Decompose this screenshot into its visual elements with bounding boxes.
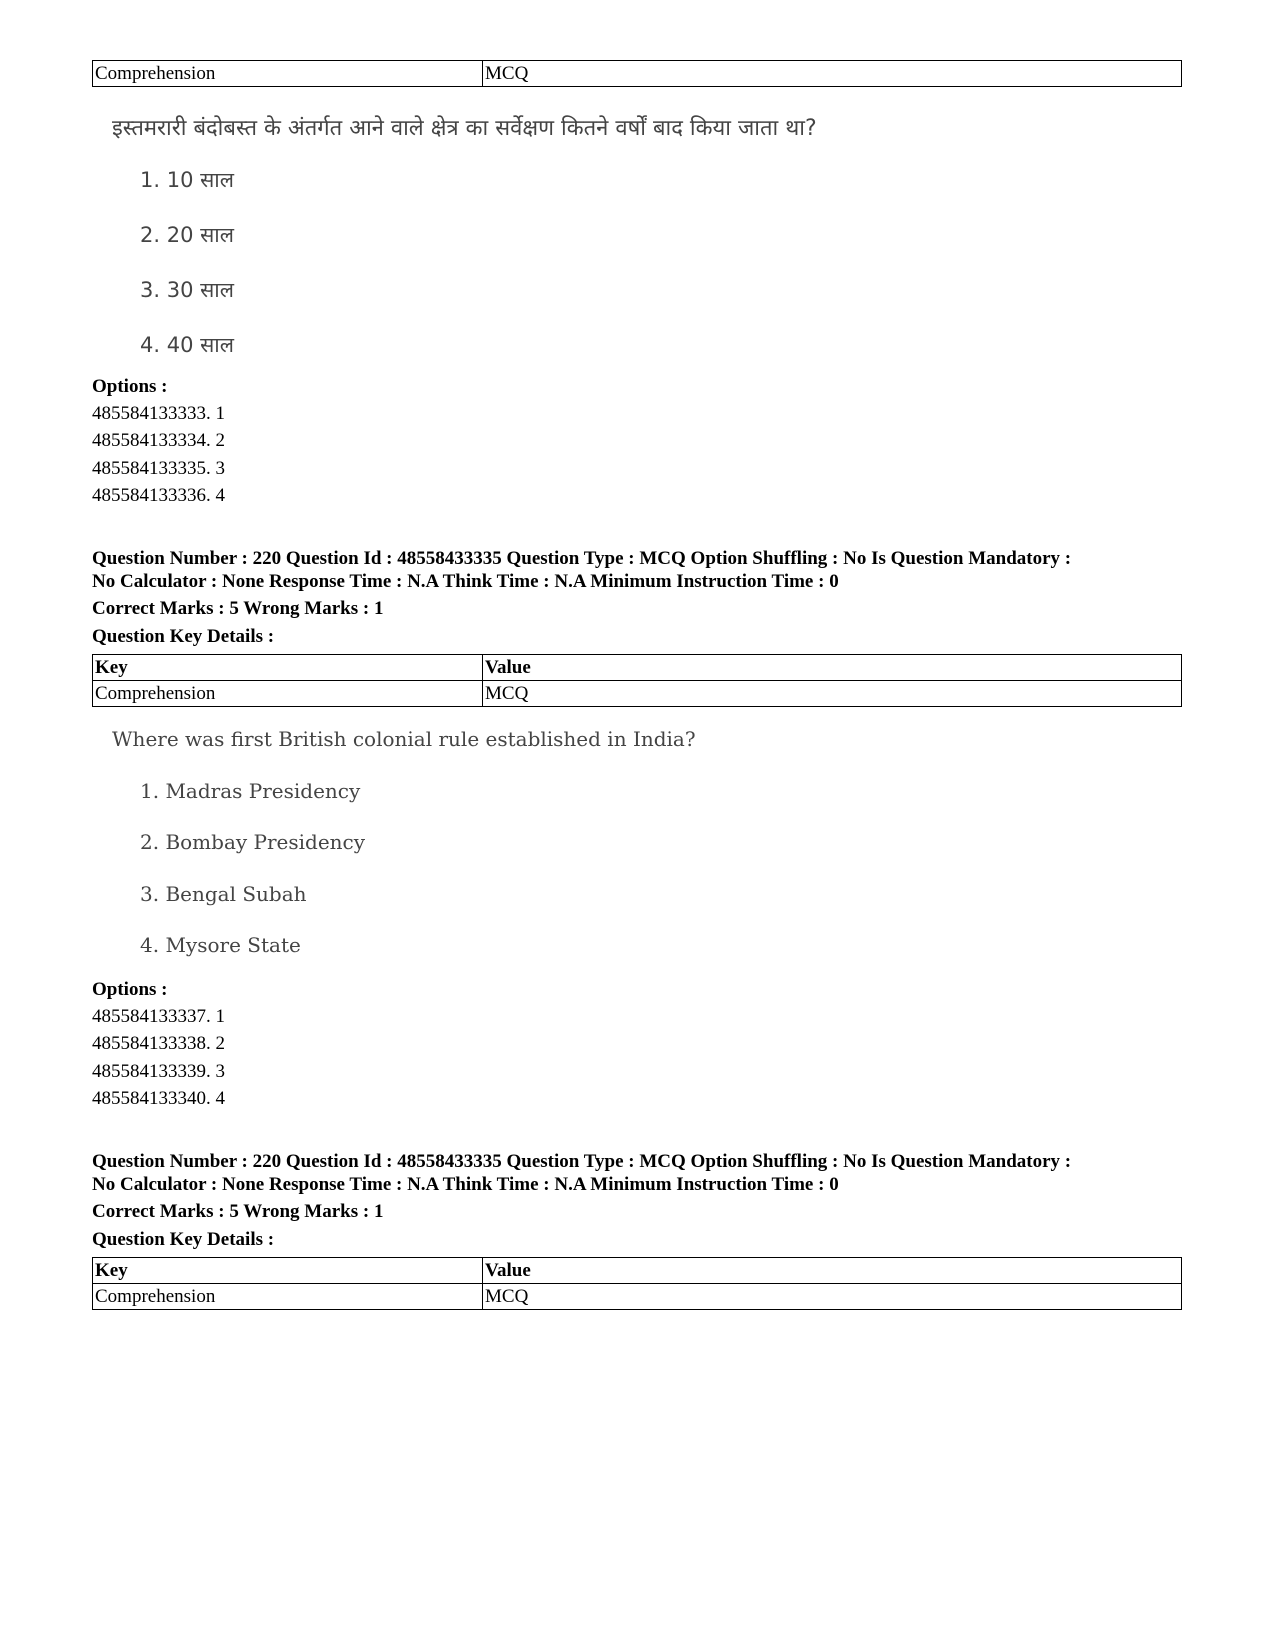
- key-table: [92, 1257, 1182, 1310]
- meta-line: No Calculator : None Response Time : N.A Think Time : N.A Minimum Instruction Time : 0: [92, 571, 839, 592]
- top-key-table: [92, 60, 1182, 87]
- meta-line: No Calculator : None Response Time : N.A Think Time : N.A Minimum Instruction Time : 0: [92, 1174, 839, 1195]
- choice-item: 1. 10 साल: [140, 168, 234, 192]
- options-label: Options :: [92, 979, 168, 1000]
- table-header-row: [93, 1258, 1182, 1284]
- choice-item: 2. Bombay Presidency: [140, 830, 366, 854]
- option-id: 485584133337. 1: [92, 1006, 225, 1027]
- choice-item: 4. Mysore State: [140, 933, 301, 957]
- option-id: 485584133336. 4: [92, 485, 225, 506]
- header-value: Value: [483, 1258, 1182, 1284]
- question-meta: [92, 1150, 1202, 1196]
- option-id: 485584133334. 2: [92, 430, 225, 451]
- choice-item: 2. 20 साल: [140, 223, 234, 247]
- choice-item: 1. Madras Presidency: [140, 779, 361, 803]
- table-header-row: [93, 655, 1182, 681]
- option-id: 485584133333. 1: [92, 403, 225, 424]
- marks-line: Correct Marks : 5 Wrong Marks : 1: [92, 598, 384, 619]
- table-row: [93, 681, 1182, 707]
- question-meta: [92, 547, 1202, 593]
- question-text: Where was first British colonial rule established in India?: [112, 727, 696, 751]
- key-details-label: Question Key Details :: [92, 626, 275, 647]
- choice-item: 4. 40 साल: [140, 333, 234, 357]
- table-cell-value: MCQ: [483, 681, 1182, 707]
- question-text: इस्तमरारी बंदोबस्त के अंतर्गत आने वाले क्षेत्र का सर्वेक्षण कितने वर्षों बाद किया जाता था?: [112, 116, 817, 141]
- option-id: 485584133338. 2: [92, 1033, 225, 1054]
- options-label: Options :: [92, 376, 168, 397]
- meta-line: Question Number : 220 Question Id : 48558433335 Question Type : MCQ Option Shuffling : No Is Question Mandatory :: [92, 1151, 1072, 1172]
- table-cell-key: Comprehension: [93, 681, 483, 707]
- header-key: Key: [93, 1258, 483, 1284]
- table-row: [93, 61, 1182, 87]
- marks-line: Correct Marks : 5 Wrong Marks : 1: [92, 1201, 384, 1222]
- table-cell-key: Comprehension: [93, 1284, 483, 1310]
- choice-item: 3. Bengal Subah: [140, 882, 307, 906]
- key-table: [92, 654, 1182, 707]
- table-cell-value: MCQ: [483, 61, 1182, 87]
- option-id: 485584133339. 3: [92, 1061, 225, 1082]
- option-id: 485584133335. 3: [92, 458, 225, 479]
- table-cell-value: MCQ: [483, 1284, 1182, 1310]
- table-row: [93, 1284, 1182, 1310]
- header-value: Value: [483, 655, 1182, 681]
- key-details-label: Question Key Details :: [92, 1229, 275, 1250]
- option-id: 485584133340. 4: [92, 1088, 225, 1109]
- meta-line: Question Number : 220 Question Id : 48558433335 Question Type : MCQ Option Shuffling : No Is Question Mandatory :: [92, 548, 1072, 569]
- table-cell-key: Comprehension: [93, 61, 483, 87]
- choice-item: 3. 30 साल: [140, 278, 234, 302]
- header-key: Key: [93, 655, 483, 681]
